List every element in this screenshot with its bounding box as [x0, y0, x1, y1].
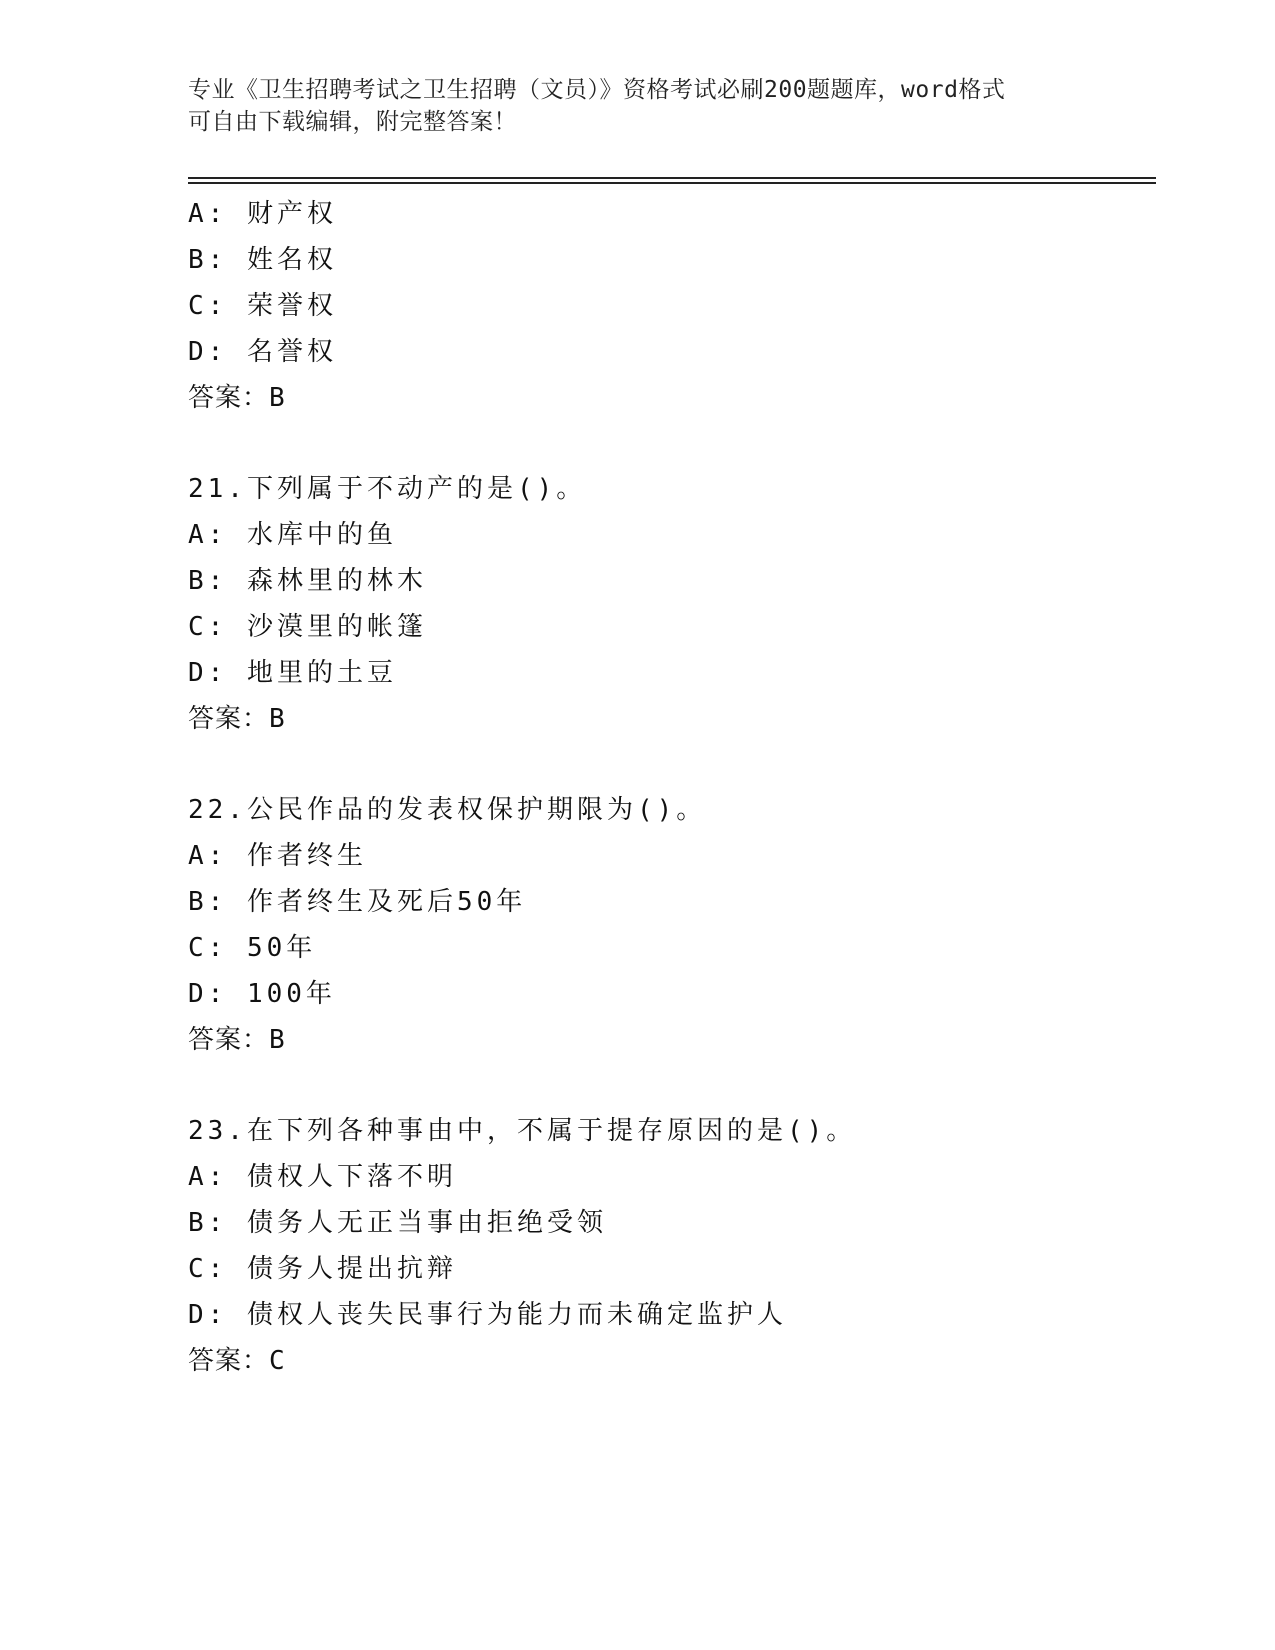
answer-line: 答案：B [188, 704, 286, 734]
header-title-line-1: 专业《卫生招聘考试之卫生招聘（文员）》资格考试必刷200题题库，word格式 [188, 77, 1006, 103]
option-d: D: 债权人丧失民事行为能力而未确定监护人 [188, 1300, 787, 1330]
option-c: C: 沙漠里的帐篷 [188, 612, 427, 642]
answer-line: 答案：C [188, 1346, 286, 1376]
option-c: C: 50年 [188, 933, 317, 963]
option-a: A: 作者终生 [188, 841, 367, 871]
option-b: B: 姓名权 [188, 245, 337, 275]
header-title-line-2: 可自由下载编辑，附完整答案！ [188, 109, 517, 135]
option-d: D: 100年 [188, 979, 336, 1009]
question-list [188, 191, 1156, 1429]
question-23 [188, 1108, 1156, 1384]
question-21 [188, 466, 1156, 742]
header-divider-top [188, 177, 1156, 179]
option-c: C: 荣誉权 [188, 291, 337, 321]
question-fragment [188, 191, 1156, 421]
document-header [188, 74, 1078, 138]
answer-line: 答案：B [188, 1025, 286, 1055]
option-d: D: 地里的土豆 [188, 658, 397, 688]
option-b: B: 债务人无正当事由拒绝受领 [188, 1208, 607, 1238]
question-stem: 21.下列属于不动产的是()。 [188, 474, 587, 504]
option-d: D: 名誉权 [188, 337, 337, 367]
option-a: A: 债权人下落不明 [188, 1162, 457, 1192]
option-b: B: 作者终生及死后50年 [188, 887, 527, 917]
option-b: B: 森林里的林木 [188, 566, 427, 596]
answer-line: 答案：B [188, 383, 286, 413]
question-stem: 22.公民作品的发表权保护期限为()。 [188, 795, 707, 825]
header-divider-bottom [188, 182, 1156, 184]
question-22 [188, 787, 1156, 1063]
option-c: C: 债务人提出抗辩 [188, 1254, 457, 1284]
option-a: A: 水库中的鱼 [188, 520, 397, 550]
option-a: A: 财产权 [188, 199, 337, 229]
question-stem: 23.在下列各种事由中，不属于提存原因的是()。 [188, 1116, 857, 1146]
